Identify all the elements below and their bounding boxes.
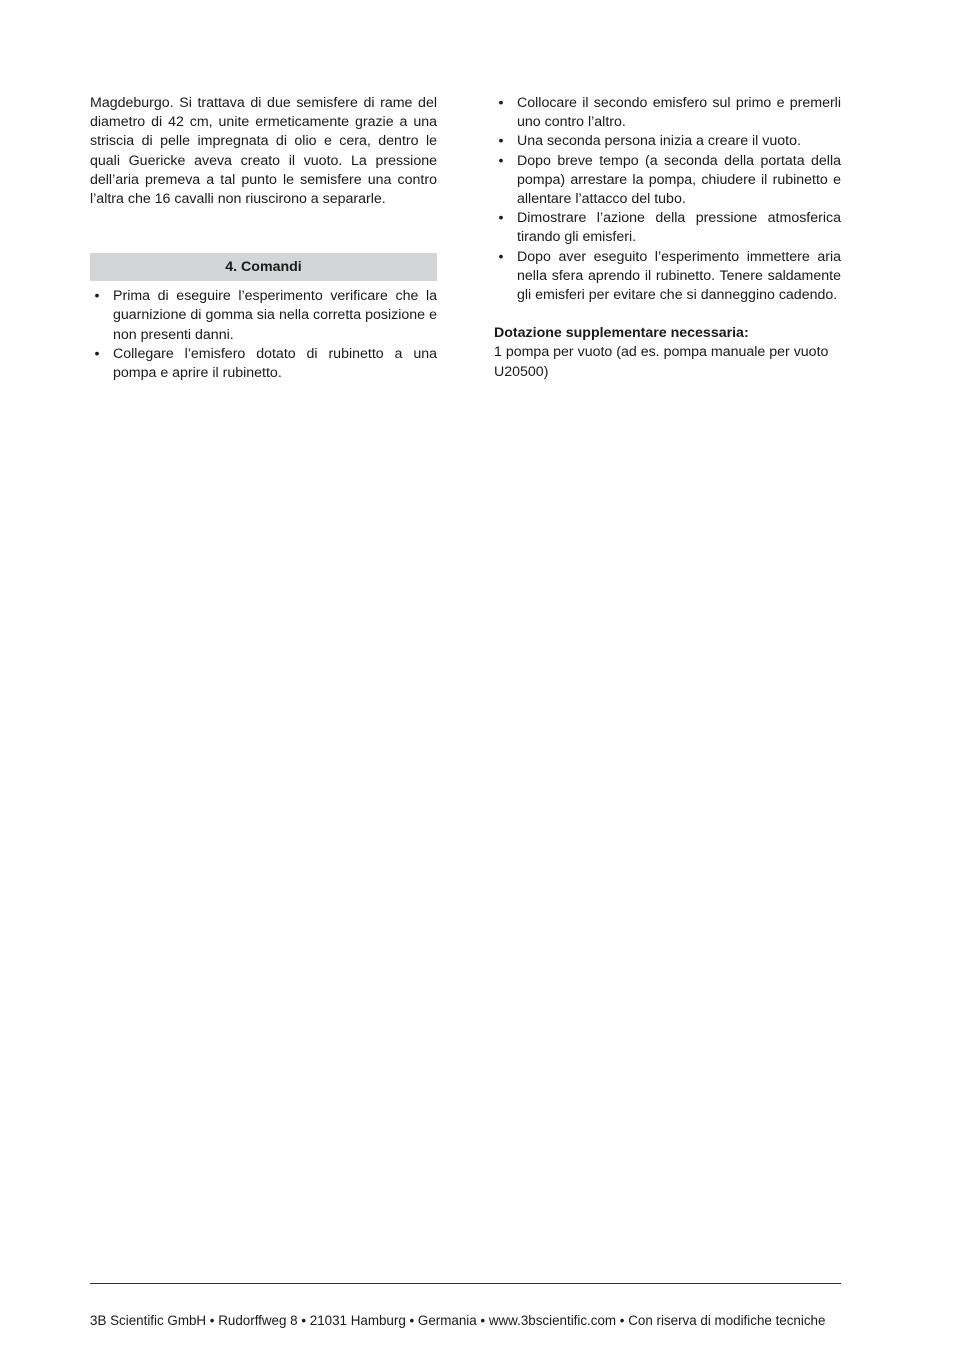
left-instruction-list — [90, 287, 437, 383]
bullet-icon: • — [498, 133, 504, 150]
list-item: • Dopo breve tempo (a seconda della portata della pompa) arrestare la pompa, chiudere il rubinetto e allentare l’attacco del tubo. — [494, 152, 841, 210]
intro-paragraph: Magdeburgo. Si trattava di due semisfere di rame del diametro di 42 cm, unite ermeticamente grazie a una striscia di pelle impregnata di olio e cera, dentro le quali Guericke aveva creato il vuoto. La pressione dell’aria premeva a tal punto le semisfere una contro l’altra che 16 cavalli non riuscirono a separarle. — [90, 95, 437, 208]
list-item: • Dopo aver eseguito l’esperimento immettere aria nella sfera aprendo il rubinetto. Tenere saldamente gli emisferi per evitare che si danneggino cadendo. — [494, 248, 841, 306]
list-item: • Collegare l’emisfero dotato di rubinetto a una pompa e aprire il rubinetto. — [90, 345, 437, 383]
supplementary-text: 1 pompa per vuoto (ad es. pompa manuale per vuoto U20500) — [494, 344, 829, 380]
list-item: • Dimostrare l’azione della pressione atmosferica tirando gli emisferi. — [494, 209, 841, 247]
list-item: • Collocare il secondo emisfero sul primo e premerli uno contro l’altro. — [494, 94, 841, 132]
right-column — [494, 94, 841, 382]
bullet-icon: • — [498, 152, 504, 169]
list-item: • Una seconda persona inizia a creare il vuoto. — [494, 132, 841, 151]
right-instruction-list — [494, 94, 841, 305]
list-item: • Prima di eseguire l’esperimento verificare che la guarnizione di gomma sia nella corretta posizione e non presenti danni. — [90, 287, 437, 345]
bullet-icon: • — [498, 95, 504, 111]
section-title-comandi: 4. Comandi — [90, 253, 437, 281]
footer-text: 3B Scientific GmbH • Rudorffweg 8 • 21031 Hamburg • Germania • www.3bscientific.com • Con riserva di modifiche tecniche — [90, 1313, 826, 1328]
bullet-icon: • — [498, 248, 504, 265]
footer-divider — [90, 1283, 841, 1284]
bullet-icon: • — [498, 210, 504, 227]
left-column — [90, 94, 437, 383]
bullet-icon: • — [94, 345, 100, 362]
bullet-icon: • — [94, 288, 100, 305]
supplementary-title: Dotazione supplementare necessaria: — [494, 325, 749, 342]
